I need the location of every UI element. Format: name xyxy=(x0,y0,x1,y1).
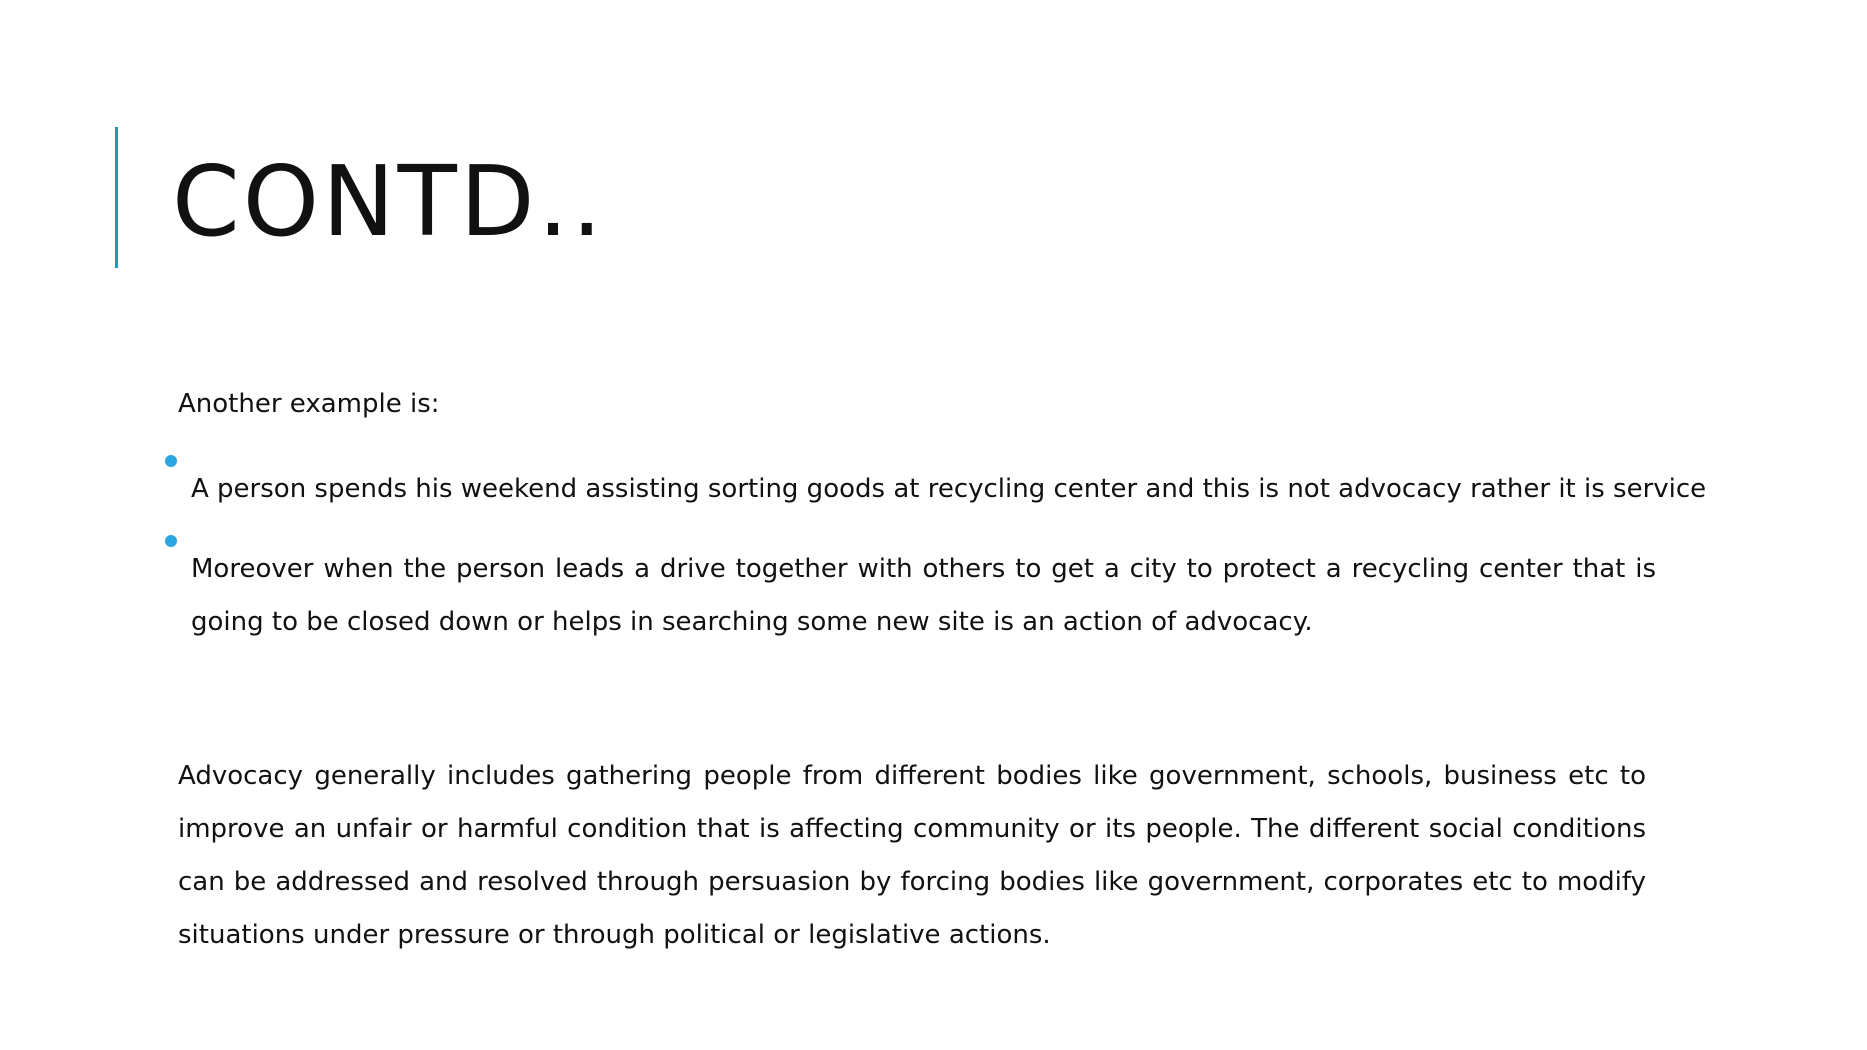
bullet-dot-icon xyxy=(165,535,177,547)
bullet-item xyxy=(165,455,1707,535)
bullet-text: Moreover when the person leads a drive together with others to get a city to protect a recycling center that is going to be closed down or helps in searching some new site is an action of advocacy. xyxy=(191,554,1656,637)
intro-text: Another example is: xyxy=(178,389,440,419)
body-paragraph: Advocacy generally includes gathering people from different bodies like government, schools, business etc to improve an unfair or harmful condition that is affecting community or its people. The different social conditions can be addressed and resolved through persuasion by forcing bodies like government, corporates etc to modify situations under pressure or through political or legislative actions. xyxy=(178,761,1646,950)
bullet-item xyxy=(165,535,1665,645)
bullet-text: A person spends his weekend assisting sorting goods at recycling center and this is not advocacy rather it is service xyxy=(191,474,1707,504)
slide-title: CONTD.. xyxy=(172,145,606,258)
bullet-dot-icon xyxy=(165,455,177,467)
title-accent-bar xyxy=(115,127,118,268)
bullet-list xyxy=(165,455,1707,645)
